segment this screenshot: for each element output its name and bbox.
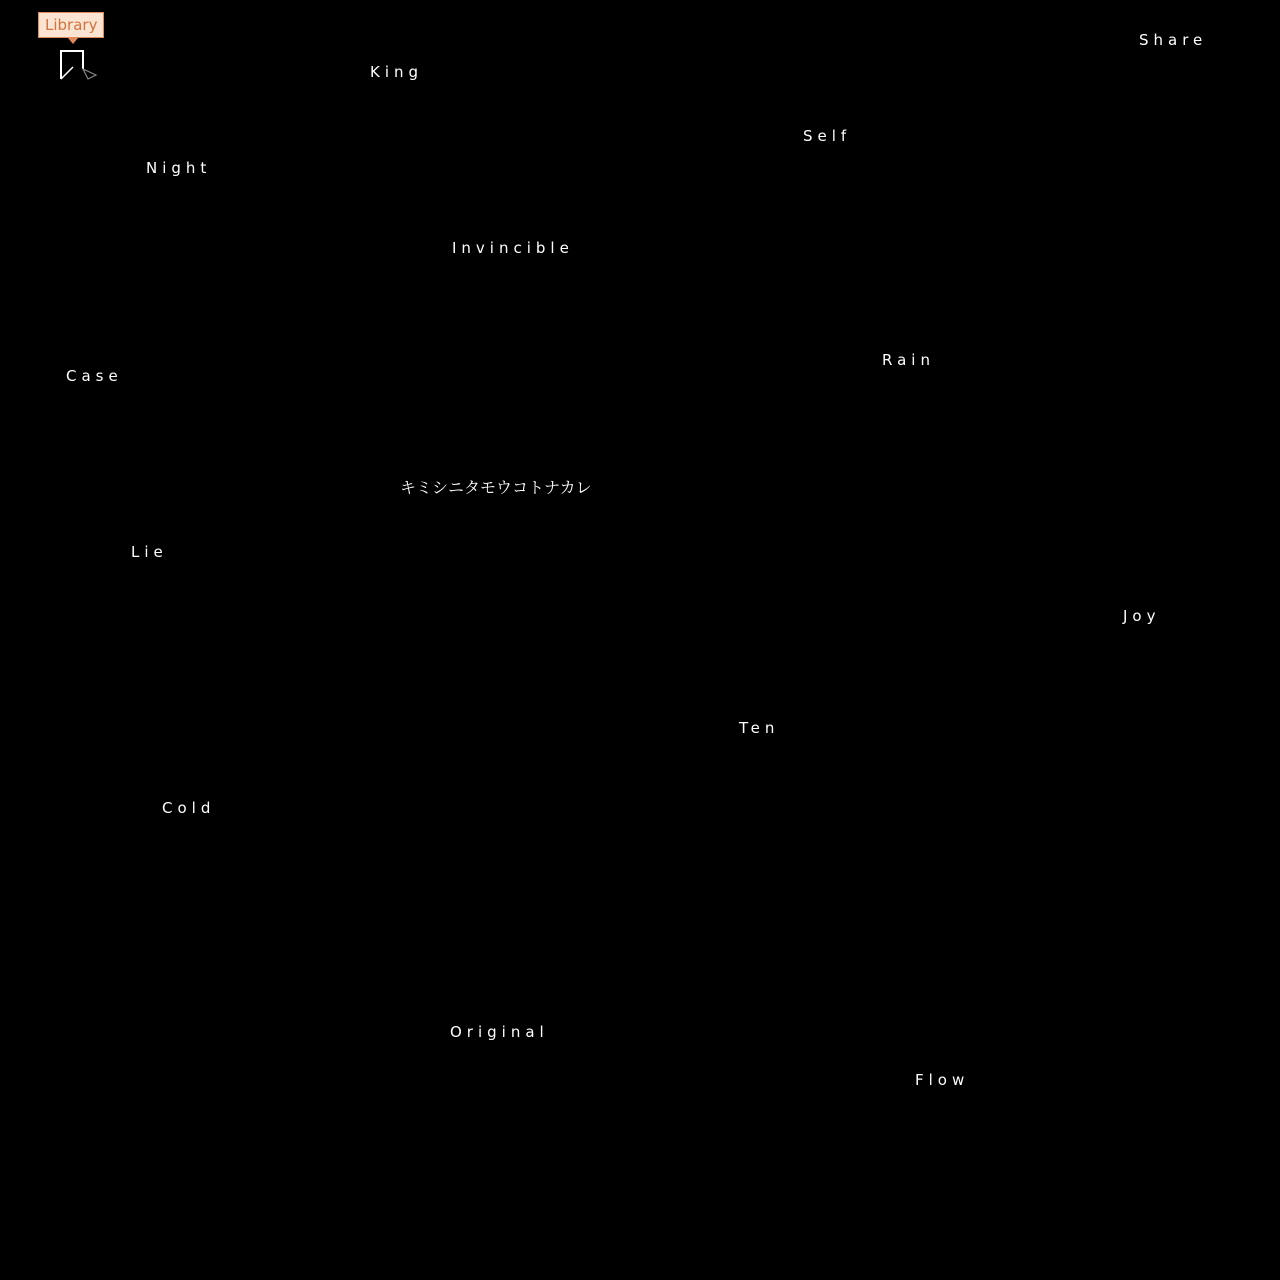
library-icon[interactable] (58, 48, 98, 82)
word-invincible[interactable]: Invincible (452, 239, 574, 257)
word-share[interactable]: Share (1139, 31, 1208, 49)
library-tooltip-label: Library (45, 16, 98, 34)
library-tooltip (38, 12, 104, 38)
word-case[interactable]: Case (66, 367, 123, 385)
word-king[interactable]: King (370, 63, 424, 81)
word-flow[interactable]: Flow (915, 1071, 970, 1089)
word-original[interactable]: Original (450, 1023, 549, 1041)
library-tooltip-arrow (68, 38, 78, 44)
library-icon-graphic (58, 48, 98, 82)
word-night[interactable]: Night (146, 159, 212, 177)
word-self[interactable]: Self (803, 127, 852, 145)
word-ten[interactable]: Ten (739, 719, 780, 737)
word-joy[interactable]: Joy (1123, 607, 1161, 625)
word-cold[interactable]: Cold (162, 799, 216, 817)
word-kimishinitamou[interactable]: キミシニタモウコトナカレ (400, 478, 592, 497)
word-rain[interactable]: Rain (882, 351, 935, 369)
word-lie[interactable]: Lie (131, 543, 168, 561)
